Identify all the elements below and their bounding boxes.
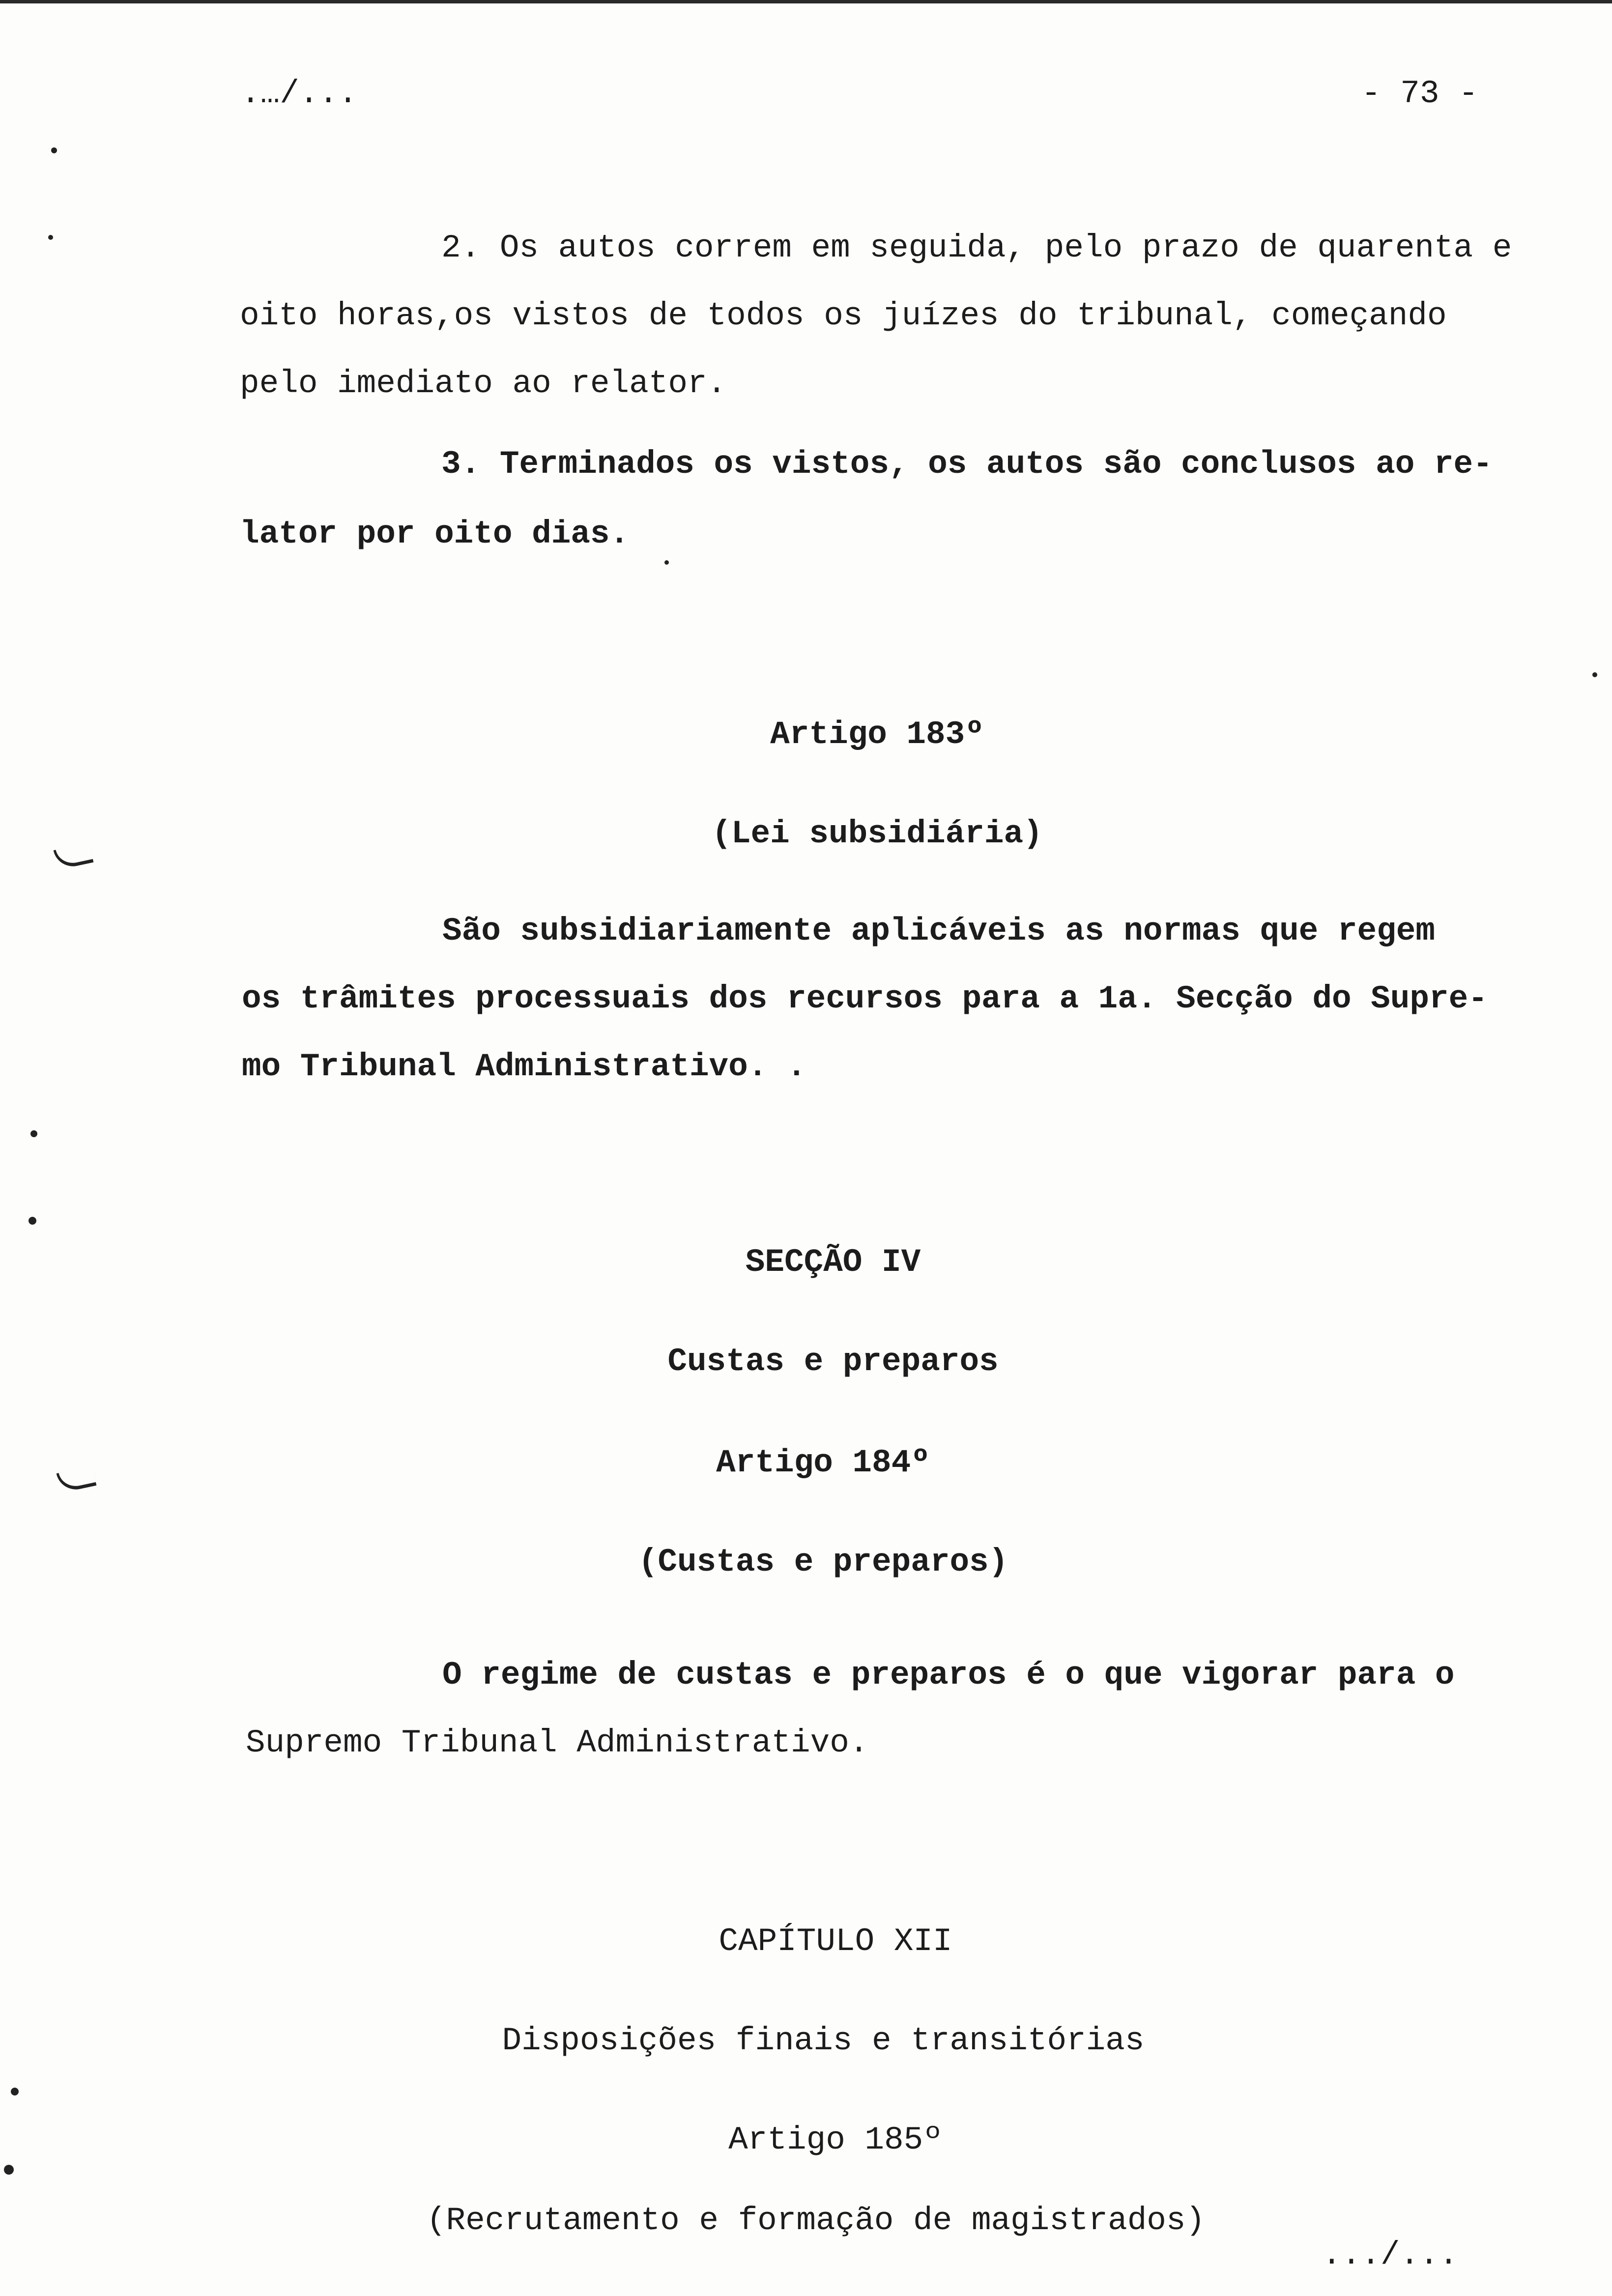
paragraph-line: lator por oito dias. [240, 516, 630, 552]
paragraph-line: pelo imediato ao relator. [240, 365, 727, 402]
paragraph-line: 3. Terminados os vistos, os autos são conclusos ao re- [441, 446, 1493, 483]
paragraph-line: São subsidiariamente aplicáveis as normas que regem [442, 913, 1435, 949]
paragraph-line: Supremo Tribunal Administrativo. [246, 1724, 869, 1761]
article-subtitle: (Custas e preparos) [638, 1544, 1008, 1580]
top-border-line [0, 0, 1612, 3]
scan-speck [1592, 672, 1597, 677]
article-subtitle: (Lei subsidiária) [712, 815, 1043, 852]
article-heading: Artigo 185º [728, 2122, 943, 2158]
previous-page-marker: .…/... [241, 75, 358, 112]
scan-speck [4, 2165, 14, 2175]
scan-speck [11, 2088, 19, 2095]
paragraph-line: oito horas,os vistos de todos os juízes do tribunal, começando [240, 297, 1447, 334]
article-subtitle: (Recrutamento e formação de magistrados) [426, 2202, 1206, 2239]
scan-speck [48, 235, 53, 240]
article-heading: Artigo 183º [770, 716, 984, 753]
paragraph-line: O regime de custas e preparos é o que vigorar para o [442, 1657, 1455, 1693]
chapter-subtitle: Disposições finais e transitórias [502, 2022, 1145, 2059]
paragraph-line: os trâmites processuais dos recursos para a 1a. Secção do Supre- [242, 980, 1488, 1017]
page-number: - 73 - [1361, 75, 1478, 112]
scan-speck [51, 147, 57, 153]
next-page-marker: .../... [1322, 2237, 1459, 2273]
section-heading: SECÇÃO IV [745, 1244, 921, 1281]
scan-speck [30, 1130, 37, 1137]
chapter-heading: CAPÍTULO XII [719, 1923, 952, 1960]
section-subtitle: Custas e preparos [667, 1343, 999, 1380]
scan-speck [29, 1217, 36, 1225]
article-heading: Artigo 184º [716, 1444, 930, 1481]
paragraph-line: 2. Os autos correm em seguida, pelo prazo de quarenta e [441, 230, 1512, 266]
paragraph-line: mo Tribunal Administrativo. . [242, 1048, 806, 1085]
scan-speck [664, 560, 669, 565]
